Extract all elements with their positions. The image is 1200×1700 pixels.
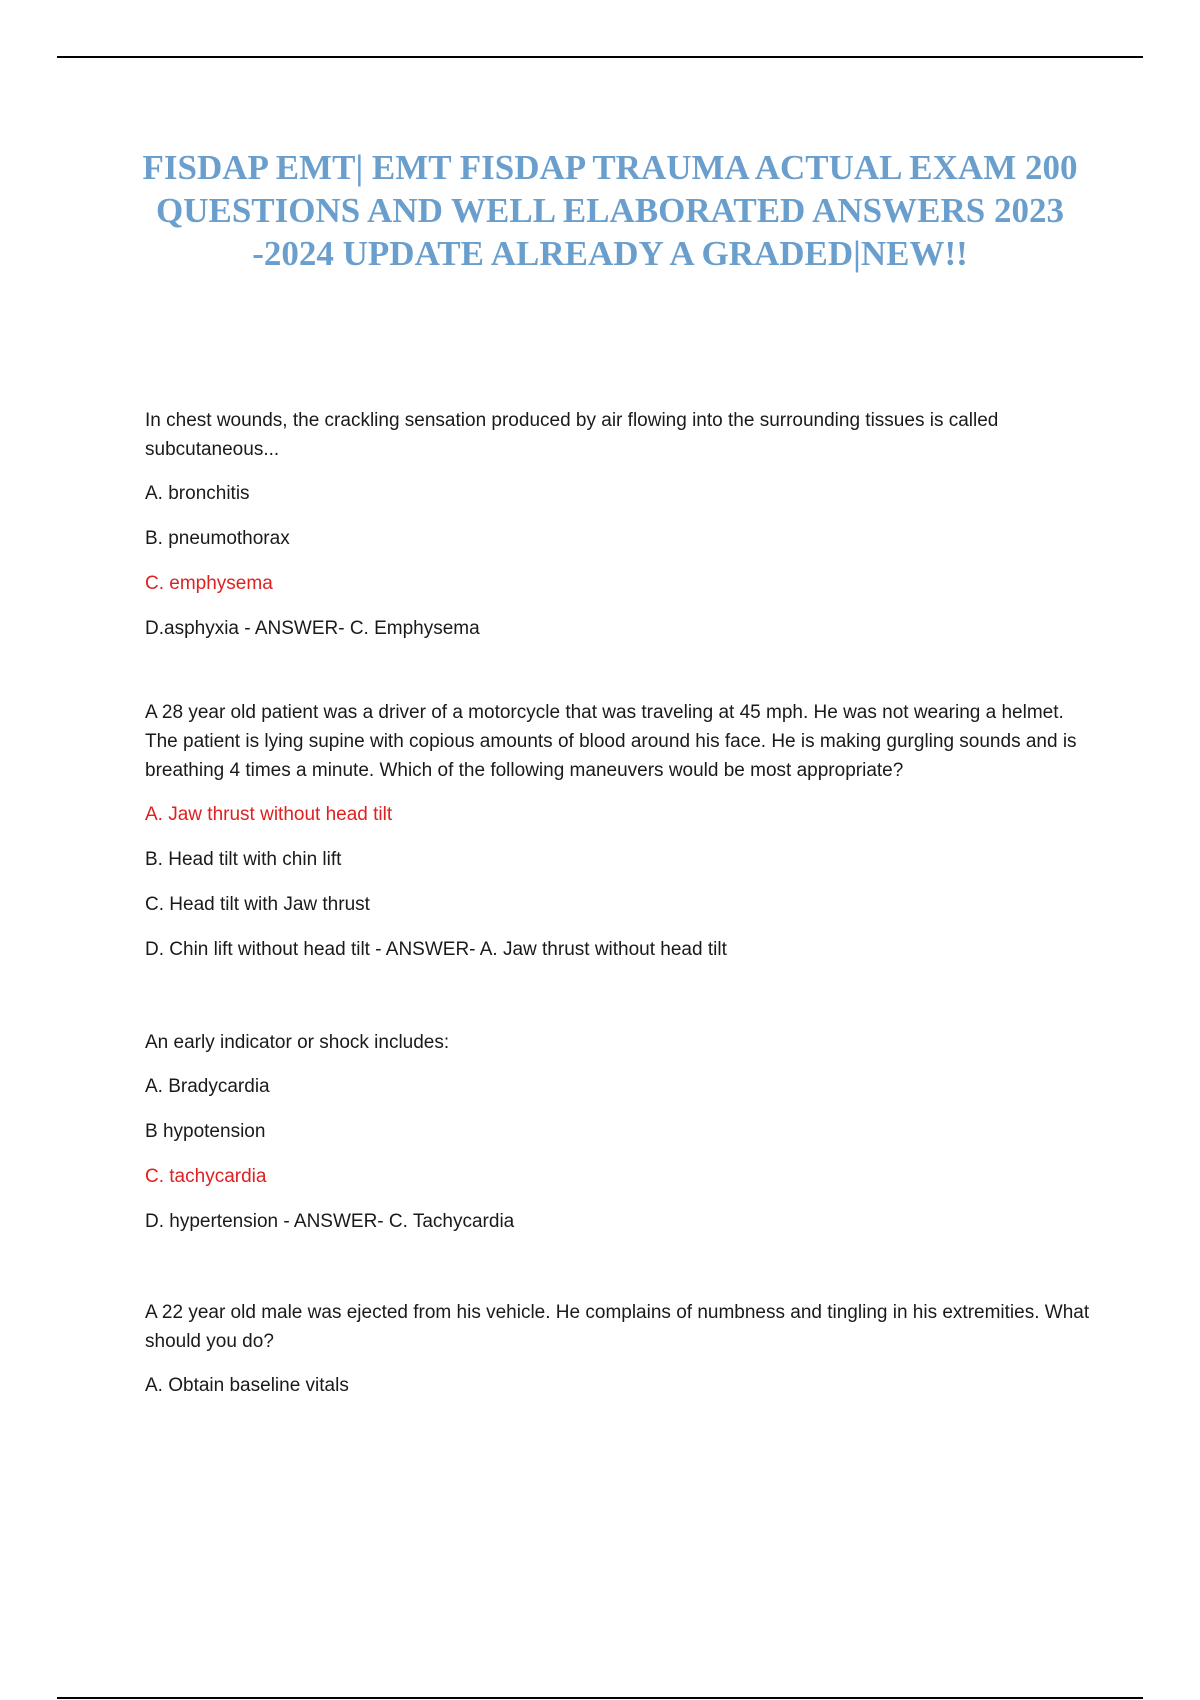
document-title: FISDAP EMT| EMT FISDAP TRAUMA ACTUAL EXAM 200 QUESTIONS AND WELL ELABORATED ANSWERS 2023 -2024 UPDATE ALREADY A GRADED|NEW!! bbox=[142, 148, 1078, 273]
answer-option-correct: C. emphysema bbox=[145, 573, 273, 594]
bottom-divider bbox=[57, 1697, 1143, 1699]
answer-option-with-key: D. Chin lift without head tilt - ANSWER- A. Jaw thrust without head tilt bbox=[145, 939, 727, 960]
answer-option: B. pneumothorax bbox=[145, 528, 290, 549]
answer-option-with-key: D. hypertension - ANSWER- C. Tachycardia bbox=[145, 1211, 515, 1232]
question-4 bbox=[145, 1298, 1095, 1400]
answer-option: A. Obtain baseline vitals bbox=[145, 1375, 349, 1396]
top-divider bbox=[57, 56, 1143, 58]
answer-option: B. Head tilt with chin lift bbox=[145, 849, 342, 870]
question-text: In chest wounds, the crackling sensation produced by air flowing into the surrounding tissues is called subcutaneous... bbox=[145, 410, 999, 460]
question-2 bbox=[145, 698, 1095, 964]
question-1 bbox=[145, 406, 1095, 643]
answer-option: C. Head tilt with Jaw thrust bbox=[145, 894, 370, 915]
document-body bbox=[145, 406, 1095, 1400]
question-3 bbox=[145, 1028, 1095, 1236]
answer-option: B hypotension bbox=[145, 1121, 266, 1142]
question-text: A 22 year old male was ejected from his vehicle. He complains of numbness and tingling in his extremities. What should you do? bbox=[145, 1302, 1090, 1352]
question-text: An early indicator or shock includes: bbox=[145, 1032, 450, 1053]
answer-option-with-key: D.asphyxia - ANSWER- C. Emphysema bbox=[145, 618, 480, 639]
answer-option: A. bronchitis bbox=[145, 483, 250, 504]
answer-option-correct: C. tachycardia bbox=[145, 1166, 267, 1187]
answer-option-correct: A. Jaw thrust without head tilt bbox=[145, 804, 393, 825]
answer-option: A. Bradycardia bbox=[145, 1076, 270, 1097]
question-text: A 28 year old patient was a driver of a motorcycle that was traveling at 45 mph. He was not wearing a helmet. The patient is lying supine with copious amounts of blood around his face. He is making gurgling sounds and is breathing 4 times a minute. Which of the following maneuvers would be most appropriate? bbox=[145, 702, 1077, 781]
